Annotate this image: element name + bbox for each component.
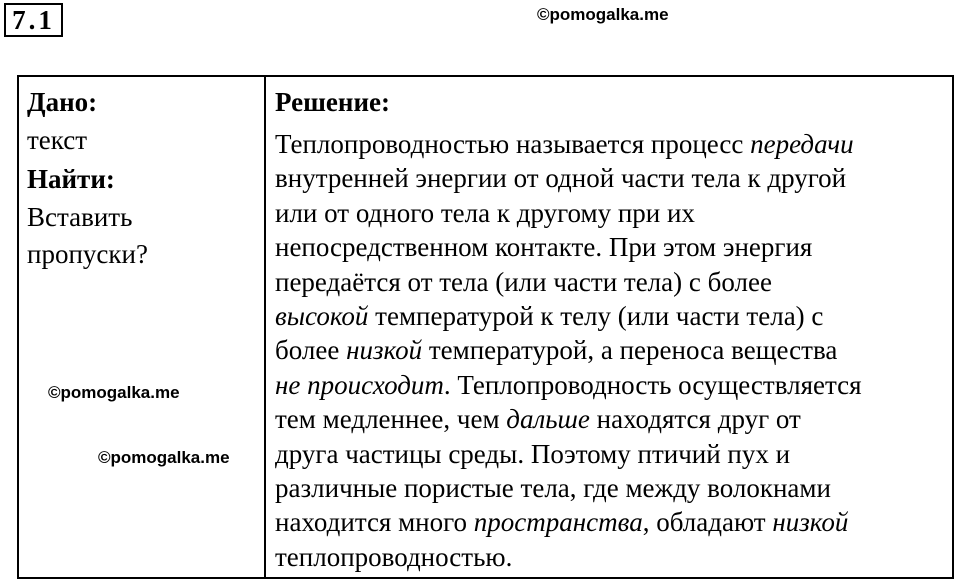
- solution-line: внутренней энергии от одной части тела к другой: [275, 163, 847, 194]
- watermark-lower: ©pomogalka.me: [98, 448, 230, 467]
- watermark-top: ©pomogalka.me: [537, 5, 669, 24]
- solution-line: высокой температурой к телу (или части тела) с: [275, 301, 824, 332]
- solution-line: не происходит. Теплопроводность осуществляется: [275, 369, 862, 400]
- solution-table: [17, 75, 954, 579]
- given-label: Дано:: [27, 87, 98, 117]
- solution-column: [275, 82, 955, 574]
- solution-line: различные пористые тела, где между волокнами: [275, 473, 831, 504]
- solution-line: более низкой температурой, а переноса вещества: [275, 335, 838, 366]
- find-value-line-1: Вставить: [27, 202, 133, 232]
- solution-line: друга частицы среды. Поэтому птичий пух и: [275, 438, 791, 469]
- solution-line: тем медленнее, чем дальше находятся друг от: [275, 404, 801, 435]
- find-value-line-2: пропуски?: [27, 239, 148, 269]
- solution-line: находится много пространства, обладают низкой: [275, 507, 849, 538]
- watermark-middle: ©pomogalka.me: [48, 383, 180, 402]
- column-divider: [264, 77, 266, 577]
- problem-number: 7.1: [4, 3, 63, 37]
- solution-line: теплопроводностью.: [275, 541, 513, 572]
- find-label: Найти:: [27, 164, 115, 194]
- given-value: текст: [27, 125, 88, 155]
- solution-text: [275, 127, 955, 574]
- solution-line: Теплопроводностью называется процесс передачи: [275, 129, 854, 159]
- solution-line: непосредственном контакте. При этом энергия: [275, 232, 813, 263]
- solution-line: передаётся от тела (или части тела) с более: [275, 266, 772, 297]
- solution-line: или от одного тела к другому при их: [275, 197, 695, 228]
- given-column: [27, 82, 257, 273]
- solution-label: Решение:: [275, 87, 390, 117]
